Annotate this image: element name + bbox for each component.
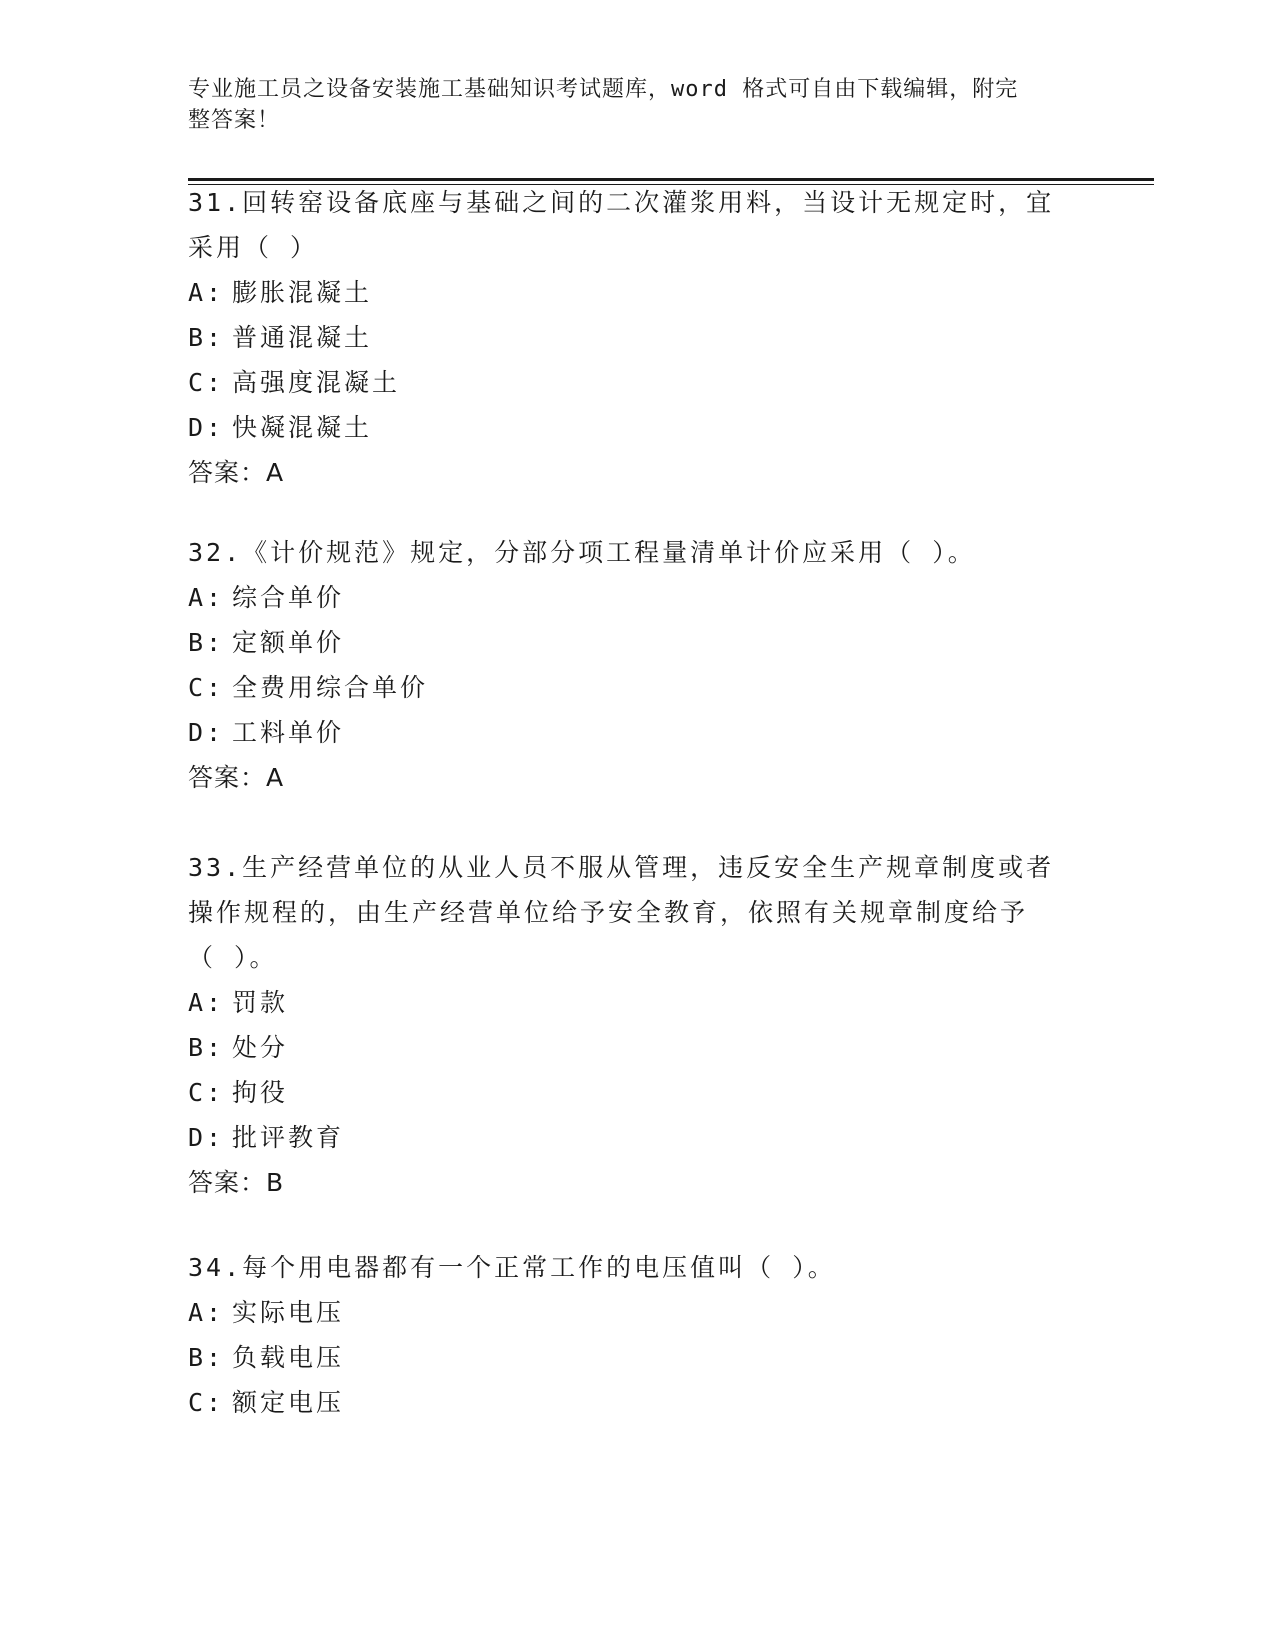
option-letter: A: [188,278,225,307]
option-c [188,1380,1078,1425]
option-text: 额定电压 [232,1388,345,1417]
answer-line: 答案：A [188,458,285,487]
option-b [188,1025,1078,1070]
option-b [188,315,1078,360]
option-letter: D: [188,718,225,747]
option-b [188,620,1078,665]
option-letter: A: [188,583,225,612]
option-text: 批评教育 [232,1123,345,1152]
option-letter: C: [188,368,225,397]
question-33 [188,845,1078,1205]
option-text: 定额单价 [232,628,345,657]
option-text: 综合单价 [232,583,345,612]
option-letter: A: [188,988,225,1017]
header-line-2: 整答案！ [188,108,281,133]
option-d [188,405,1078,450]
question-31 [188,180,1078,495]
option-letter: B: [188,1033,225,1062]
option-text: 膨胀混凝土 [232,278,373,307]
option-text: 高强度混凝土 [232,368,401,397]
option-letter: D: [188,1123,225,1152]
answer-line: 答案：B [188,1168,285,1197]
header-line-1: 专业施工员之设备安装施工基础知识考试题库，word 格式可自由下载编辑，附完 [188,77,1019,102]
question-stem-line: （ ）。 [188,943,278,972]
option-a [188,1290,1078,1335]
question-stem-line: 31.回转窑设备底座与基础之间的二次灌浆用料，当设计无规定时，宜 [188,188,1055,217]
option-letter: C: [188,1388,225,1417]
option-letter: C: [188,1078,225,1107]
question-32 [188,530,1078,800]
option-text: 负载电压 [232,1343,345,1372]
question-stem-line: 33.生产经营单位的从业人员不服从管理，违反安全生产规章制度或者 [188,853,1055,882]
option-a [188,980,1078,1025]
question-stem-line: 34.每个用电器都有一个正常工作的电压值叫（ ）。 [188,1253,836,1282]
option-letter: C: [188,673,225,702]
option-c [188,1070,1078,1115]
option-text: 全费用综合单价 [232,673,429,702]
option-a [188,270,1078,315]
option-letter: A: [188,1298,225,1327]
document-header [188,74,1068,136]
option-letter: B: [188,1343,225,1372]
option-text: 工料单价 [232,718,345,747]
option-letter: D: [188,413,225,442]
option-d [188,710,1078,755]
option-d [188,1115,1078,1160]
question-stem-line: 32.《计价规范》规定，分部分项工程量清单计价应采用（ ）。 [188,538,976,567]
option-text: 快凝混凝土 [232,413,373,442]
question-34 [188,1245,1078,1425]
question-stem-line: 操作规程的，由生产经营单位给予安全教育，依照有关规章制度给予 [188,898,1029,927]
answer-line: 答案：A [188,763,285,792]
option-c [188,360,1078,405]
option-a [188,575,1078,620]
option-letter: B: [188,323,225,352]
option-b [188,1335,1078,1380]
question-stem-line: 采用（ ） [188,233,319,262]
option-text: 普通混凝土 [232,323,373,352]
option-letter: B: [188,628,225,657]
option-c [188,665,1078,710]
option-text: 罚款 [232,988,289,1017]
option-text: 实际电压 [232,1298,345,1327]
option-text: 拘役 [232,1078,289,1107]
option-text: 处分 [232,1033,289,1062]
